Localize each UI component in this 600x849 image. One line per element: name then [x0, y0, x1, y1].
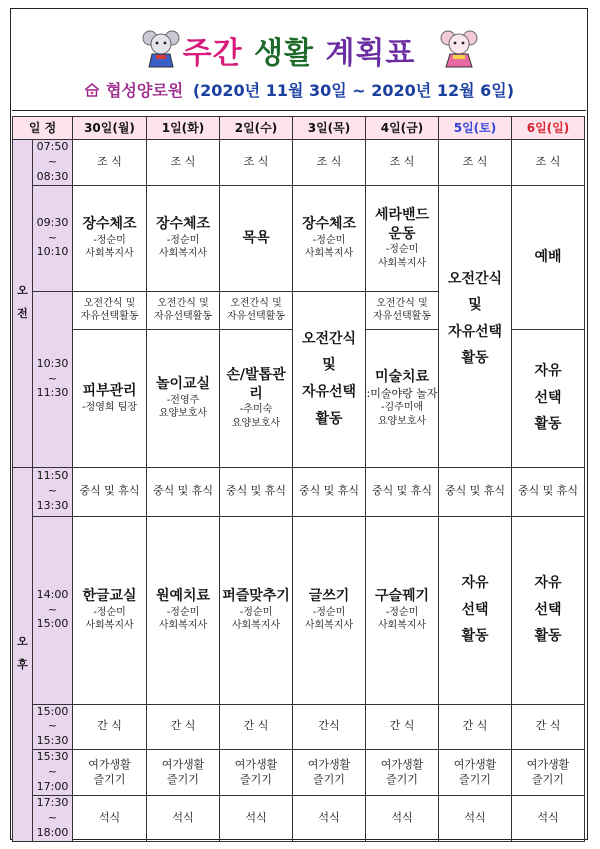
- snack-cell: 간 식: [147, 704, 220, 750]
- leisure-cell: 여가생활 즐기기: [220, 750, 293, 796]
- activity-cell: 피부관리 -정영희 팀장: [73, 329, 147, 467]
- activity-cell-saturday-am: 오전간식 및 자유선택 활동: [439, 185, 512, 467]
- snack-cell: 간 식: [439, 704, 512, 750]
- table-row: [13, 704, 585, 750]
- day-header-saturday: 5일(토): [439, 117, 512, 140]
- breakfast-cell: 조 식: [293, 140, 366, 186]
- dinner-cell: 석식: [293, 796, 366, 842]
- lunch-cell: 중식 및 휴식: [147, 467, 220, 516]
- time-cell: 14:00 ~ 15:00: [33, 516, 73, 704]
- leisure-cell: 여가생활 즐기기: [439, 750, 512, 796]
- page-title: [12, 28, 586, 72]
- organization-name: 협성양로원: [105, 81, 184, 100]
- lunch-cell: 중식 및 휴식: [220, 467, 293, 516]
- breakfast-cell: 조 식: [73, 140, 147, 186]
- activity-cell: 목욕: [220, 185, 293, 291]
- leisure-cell: 여가생활 즐기기: [73, 750, 147, 796]
- activity-cell: 오전간식 및 자유선택활동: [220, 291, 293, 329]
- activity-cell: 구슬꿰기 -정순미 사회복지사: [366, 516, 439, 704]
- activity-cell: 놀이교실 -전영주 요양보호사: [147, 329, 220, 467]
- dinner-cell: 석식: [439, 796, 512, 842]
- activity-cell-sunday-free: 자유 선택 활동: [512, 329, 585, 467]
- activity-cell: 원예치료 -정순미 사회복지사: [147, 516, 220, 704]
- lunch-cell: 중식 및 휴식: [439, 467, 512, 516]
- time-cell: 15:30 ~ 17:00: [33, 750, 73, 796]
- table-row: [13, 750, 585, 796]
- snack-cell: 간식: [293, 704, 366, 750]
- day-header: 3일(목): [293, 117, 366, 140]
- leisure-cell: 여가생활 즐기기: [147, 750, 220, 796]
- lunch-cell: 중식 및 휴식: [366, 467, 439, 516]
- snack-cell: 간 식: [220, 704, 293, 750]
- dinner-cell: 석식: [147, 796, 220, 842]
- schedule-label: 일 정: [13, 117, 73, 140]
- day-header-sunday: 6일(일): [512, 117, 585, 140]
- breakfast-cell: 조 식: [512, 140, 585, 186]
- period-am: 오 전: [13, 140, 33, 468]
- activity-cell: 세라밴드 운동 -정순미 사회복지사: [366, 185, 439, 291]
- table-row: [13, 140, 585, 186]
- breakfast-cell: 조 식: [366, 140, 439, 186]
- lunch-cell: 중식 및 휴식: [512, 467, 585, 516]
- table-row: [13, 467, 585, 516]
- activity-cell: 미술치료 :미술야랑 놀자 -김주미애 요양보호사: [366, 329, 439, 467]
- activity-cell: 자유 선택 활동: [512, 516, 585, 704]
- leisure-cell: 여가생활 즐기기: [366, 750, 439, 796]
- table-row: [13, 516, 585, 704]
- breakfast-cell: 조 식: [220, 140, 293, 186]
- dinner-cell: 석식: [220, 796, 293, 842]
- activity-cell: 장수체조 -정순미 사회복지사: [73, 185, 147, 291]
- activity-cell-thursday-snack: 오전간식 및 자유선택 활동: [293, 291, 366, 467]
- header-row: [13, 117, 585, 140]
- table-row: [13, 796, 585, 842]
- activity-cell: 오전간식 및 자유선택활동: [366, 291, 439, 329]
- period-pm: 오 후: [13, 467, 33, 841]
- day-header: 2일(수): [220, 117, 293, 140]
- leisure-cell: 여가생활 즐기기: [293, 750, 366, 796]
- activity-cell: 자유 선택 활동: [439, 516, 512, 704]
- snack-cell: 간 식: [366, 704, 439, 750]
- title-part-3: 계획표: [325, 36, 416, 71]
- activity-cell: 오전간식 및 자유선택활동: [147, 291, 220, 329]
- activity-cell: 한글교실 -정순미 사회복지사: [73, 516, 147, 704]
- date-range: (2020년 11월 30일 ~ 2020년 12월 6일): [192, 81, 515, 100]
- time-cell: 07:50 ~ 08:30: [33, 140, 73, 186]
- breakfast-cell: 조 식: [147, 140, 220, 186]
- title-part-2: 생활: [254, 36, 314, 71]
- title-part-1: 주간: [182, 36, 243, 71]
- dinner-cell: 석식: [512, 796, 585, 842]
- activity-cell: 오전간식 및 자유선택활동: [73, 291, 147, 329]
- activity-cell: 퍼즐맞추기 -정순미 사회복지사: [220, 516, 293, 704]
- lunch-cell: 중식 및 휴식: [73, 467, 147, 516]
- lunch-cell: 중식 및 휴식: [293, 467, 366, 516]
- snack-cell: 간 식: [73, 704, 147, 750]
- day-header: 30일(월): [73, 117, 147, 140]
- dinner-cell: 석식: [366, 796, 439, 842]
- time-cell: 15:00 ~ 15:30: [33, 704, 73, 750]
- breakfast-cell: 조 식: [439, 140, 512, 186]
- time-cell: 11:50 ~ 13:30: [33, 467, 73, 516]
- leisure-cell: 여가생활 즐기기: [512, 750, 585, 796]
- subtitle: [12, 78, 586, 101]
- time-cell: 10:30 ~ 11:30: [33, 291, 73, 467]
- schedule-table: [12, 116, 585, 842]
- activity-cell-sunday-worship: 예배: [512, 185, 585, 329]
- activity-cell: 장수체조 -정순미 사회복지사: [147, 185, 220, 291]
- snack-cell: 간 식: [512, 704, 585, 750]
- day-header: 4일(금): [366, 117, 439, 140]
- house-icon: [84, 83, 100, 97]
- dinner-cell: 석식: [73, 796, 147, 842]
- header: [12, 10, 586, 111]
- activity-cell: 글쓰기 -정순미 사회복지사: [293, 516, 366, 704]
- time-cell: 09:30 ~ 10:10: [33, 185, 73, 291]
- activity-cell: 손/발톱관리 -추미숙 요양보호사: [220, 329, 293, 467]
- time-cell: 17:30 ~ 18:00: [33, 796, 73, 842]
- day-header: 1일(화): [147, 117, 220, 140]
- activity-cell: 장수체조 -정순미 사회복지사: [293, 185, 366, 291]
- table-row: [13, 185, 585, 291]
